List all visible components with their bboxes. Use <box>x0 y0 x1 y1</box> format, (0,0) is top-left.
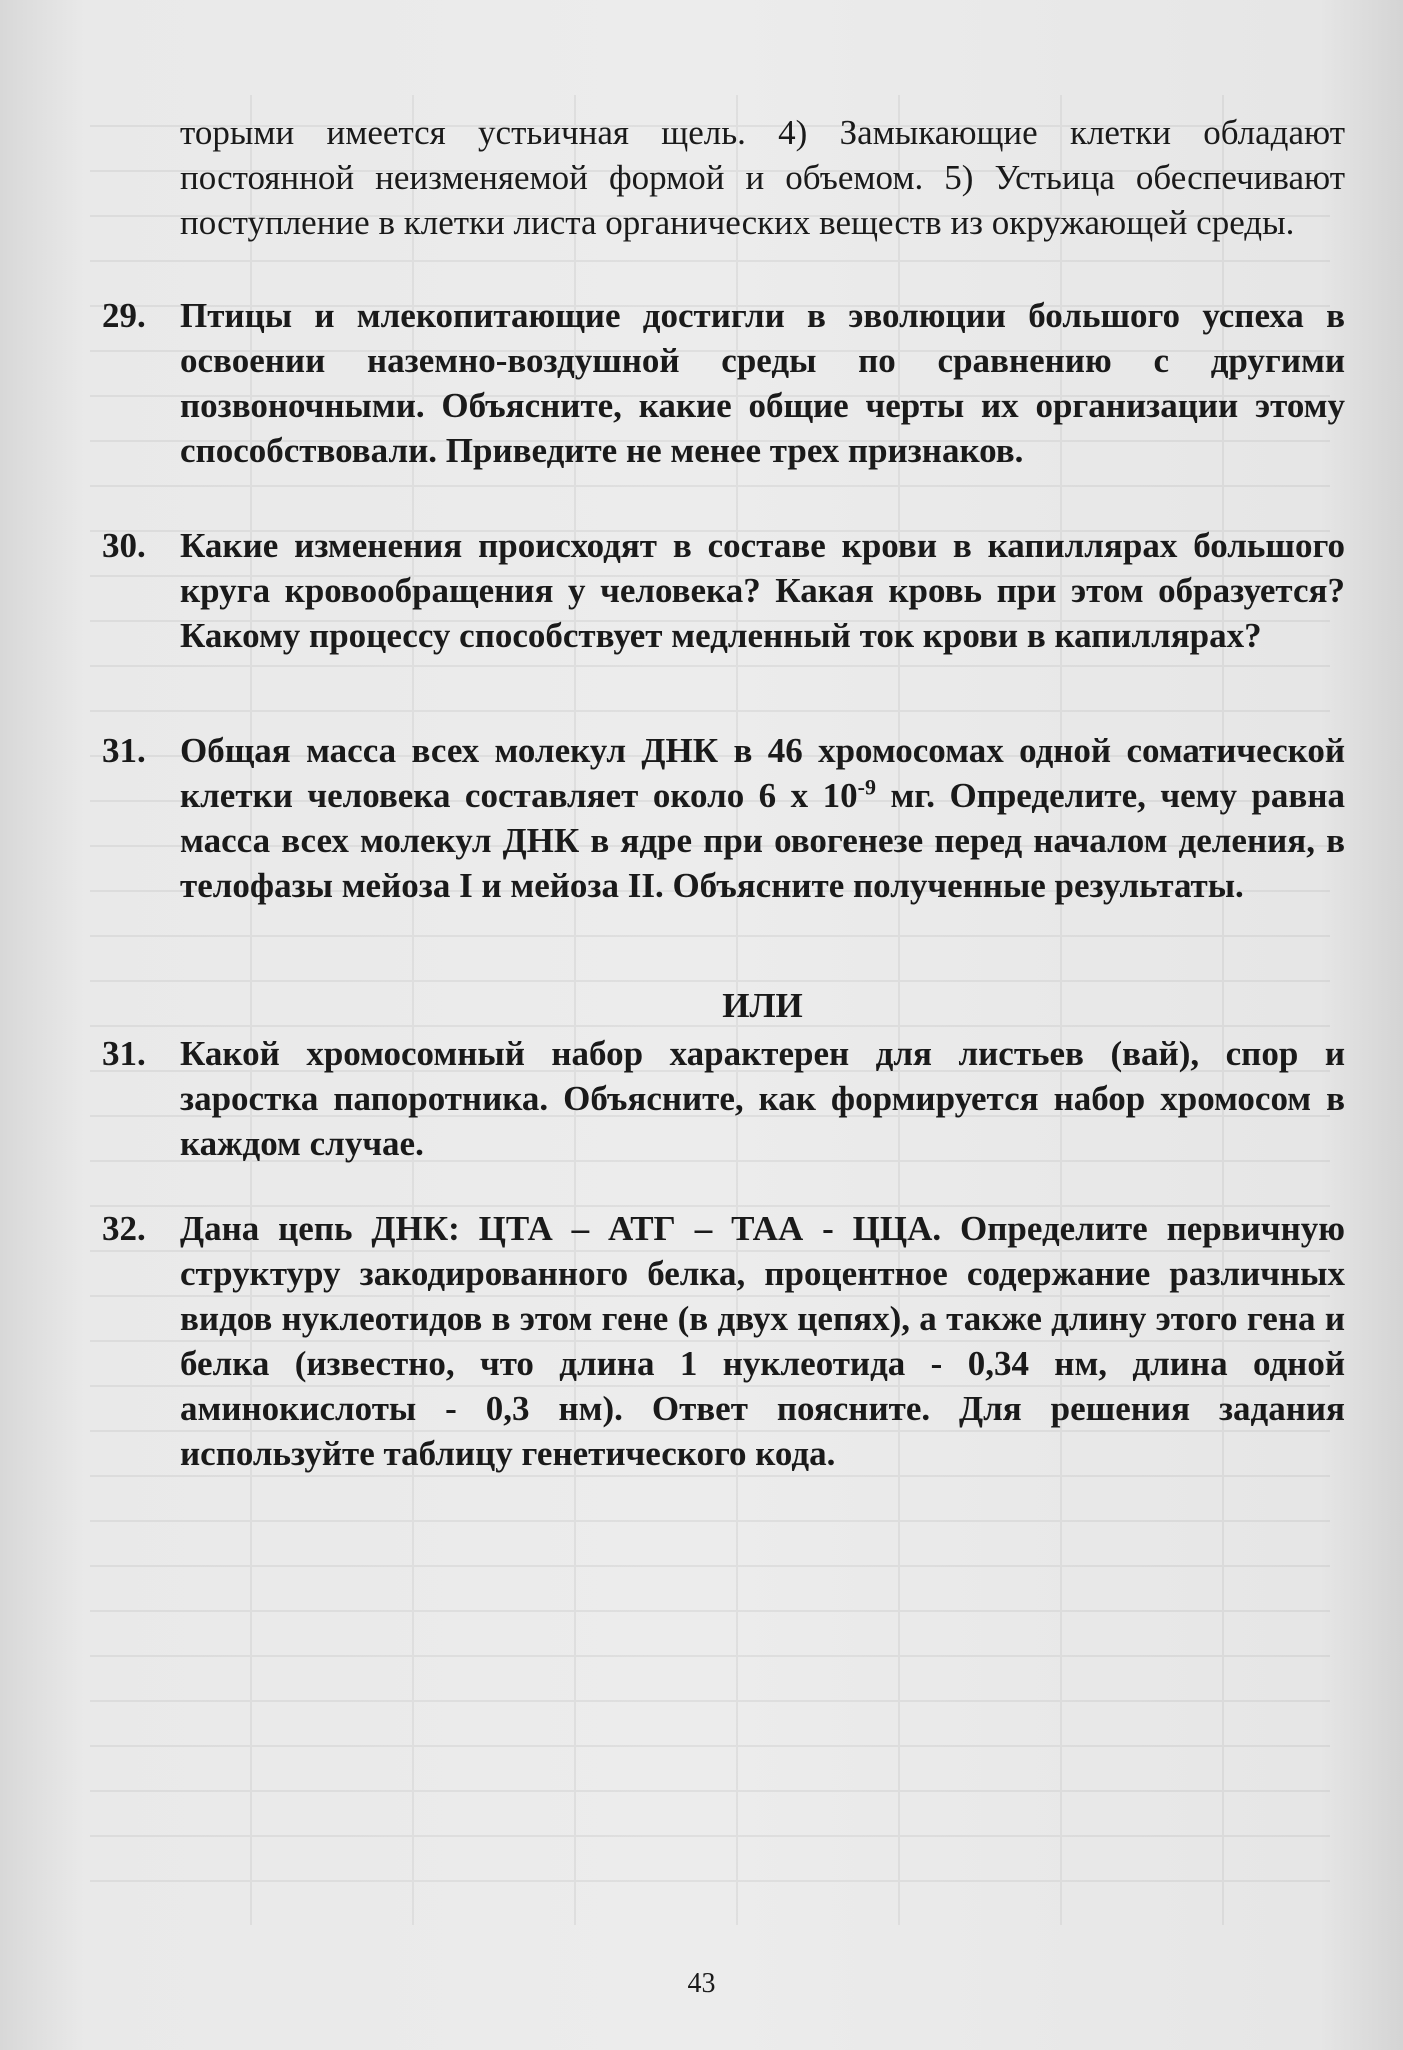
question-29 <box>100 293 1345 473</box>
question-31 <box>100 728 1345 908</box>
page-content <box>100 110 1345 1476</box>
question-30 <box>100 523 1345 658</box>
page-number: 43 <box>687 1968 716 1999</box>
question-text: Птицы и млекопитающие достигли в эволюции большого успеха в освоении наземно-воздушной среды по сравнению с другими позвоночными. Объясните, какие общие черты их организации этому способствовали. Приведите не менее трех признаков. <box>180 296 1345 470</box>
question-number: 32. <box>102 1209 146 1248</box>
question-number: 31. <box>102 731 146 770</box>
question-text-part-1: Общая масса всех молекул ДНК в 46 хромосомах одной соматической клетки человека составляет около 6 х 10 <box>180 731 1345 815</box>
question-text: Какой хромосомный набор характерен для листьев (вай), спор и заростка папоротника. Объясните, как формируется набор хромосом в каждом случае. <box>180 1034 1345 1163</box>
question-32 <box>100 1206 1345 1476</box>
question-number: 31. <box>102 1034 146 1073</box>
question-number: 29. <box>102 296 146 335</box>
question-text-part-2: мг. Определите, чему равна масса всех молекул ДНК в ядре при овогенезе перед началом деления, в телофазы мейоза I и мейоза II. Объясните полученные результаты. <box>180 776 1345 905</box>
question-number: 30. <box>102 526 146 565</box>
intro-paragraph: торыми имеется устьичная щель. 4) Замыкающие клетки обладают постоянной неизменяемой формой и объемом. 5) Устьица обеспечивают поступление в клетки листа органических веществ из окружающей среды. <box>180 113 1345 242</box>
question-text: Какие изменения происходят в составе крови в капиллярах большого круга кровообращения у человека? Какая кровь при этом образуется? Какому процессу способствует медленный ток крови в капиллярах? <box>180 526 1345 655</box>
question-text: Дана цепь ДНК: ЦТА – АТГ – ТАА - ЦЦА. Определите первичную структуру закодированного белка, процентное содержание различных видов нуклеотидов в этом гене (в двух цепях), а также длину этого гена и белка (известно, что длина 1 нуклеотида - 0,34 нм, длина одной аминокислоты - 0,3 нм). Ответ поясните. Для решения задания используйте таблицу генетического кода. <box>180 1209 1345 1473</box>
question-31-alternative <box>100 1031 1345 1166</box>
alternative-separator: ИЛИ <box>722 986 803 1025</box>
exponent: -9 <box>857 774 876 800</box>
